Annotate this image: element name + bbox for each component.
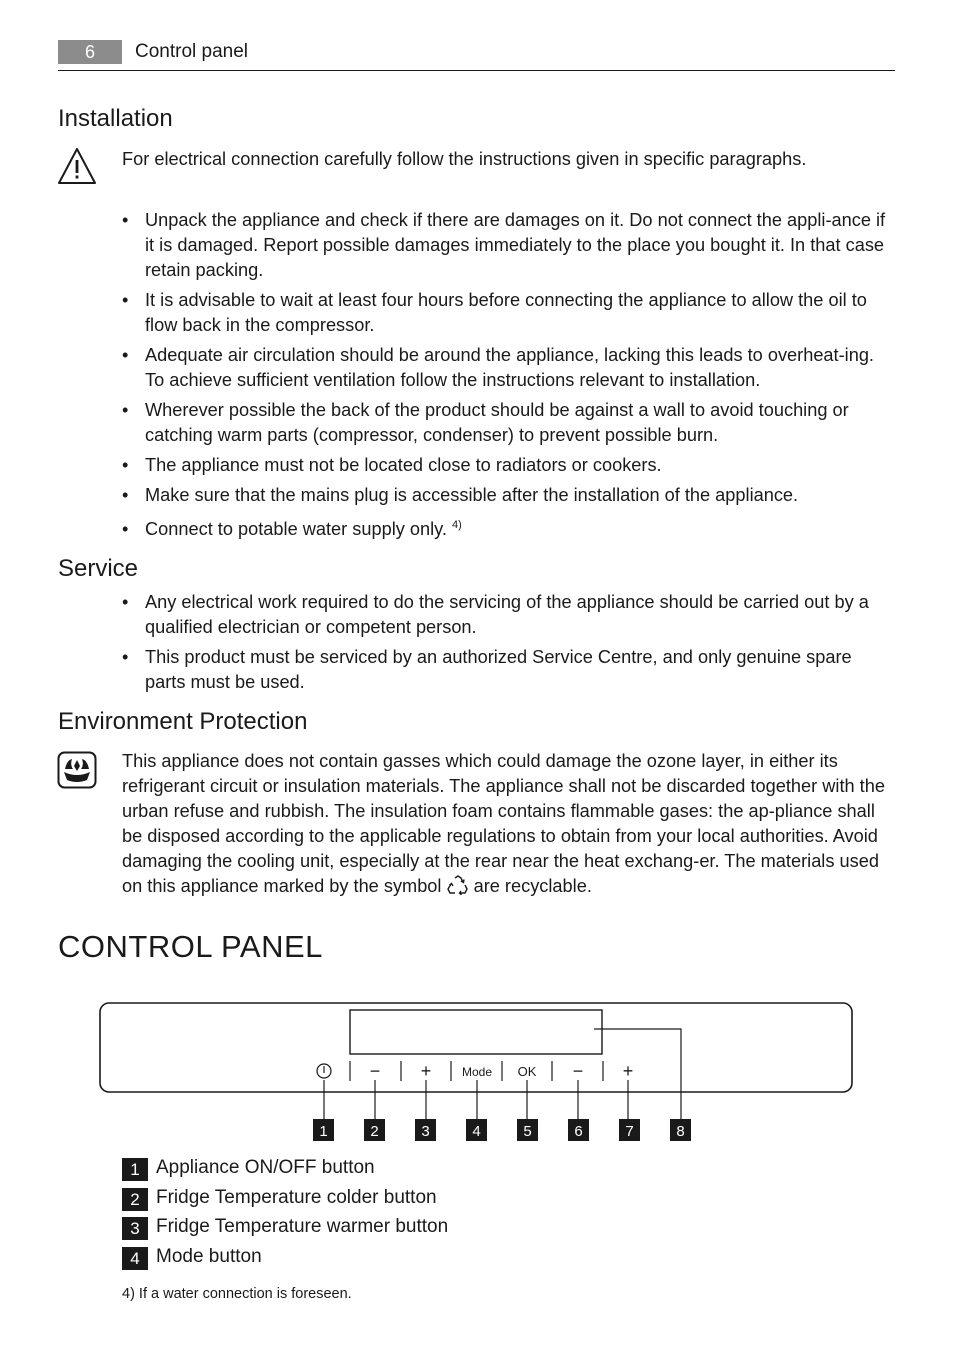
environment-text: This appliance does not contain gasses which could damage the ozone layer, in either its refrigerant circuit or insulation materials. The appliance shall not be discarded together with the urban refuse and rubbish. The insulation foam contains flammable gases: the ap-pliance shall be disposed according to the applicable regulations to obtain from your local authorities. Avoid damaging the cooling unit, especially at the rear near the heat exchang-er. The materials used on this appliance marked by the symbol are recyclable. bbox=[122, 751, 885, 896]
list-item: • Make sure that the mains plug is accessible after the installation of the appliance. bbox=[122, 485, 799, 505]
legend-label: Fridge Temperature warmer button bbox=[156, 1216, 449, 1237]
colder-button[interactable]: − bbox=[369, 1061, 381, 1081]
mode-button[interactable]: Mode bbox=[461, 1065, 493, 1079]
second-minus-button[interactable]: − bbox=[572, 1061, 584, 1081]
svg-text:5: 5 bbox=[523, 1123, 532, 1140]
callout-6 bbox=[568, 1119, 589, 1141]
list-item: • Adequate air circulation should be around the appliance, lacking this leads to overheat-ing. To achieve sufficient ventilation follow the instructions relevant to installation. bbox=[122, 345, 874, 390]
callout-8 bbox=[670, 1119, 691, 1141]
callout-1 bbox=[313, 1119, 334, 1141]
callout-4 bbox=[466, 1119, 487, 1141]
legend-number: 1 bbox=[122, 1158, 148, 1181]
environment-heading: Environment Protection bbox=[58, 708, 308, 735]
legend-number: 4 bbox=[122, 1247, 148, 1270]
control-panel-heading: CONTROL PANEL bbox=[58, 929, 323, 964]
ok-button[interactable]: OK bbox=[517, 1064, 537, 1079]
second-plus-button[interactable]: + bbox=[622, 1061, 634, 1081]
service-heading: Service bbox=[58, 555, 139, 582]
page-number: 6 bbox=[58, 40, 122, 64]
svg-text:4: 4 bbox=[472, 1123, 481, 1140]
callout-leader-lines bbox=[324, 1080, 628, 1119]
display-leader-line bbox=[594, 1029, 681, 1119]
legend-label: Appliance ON/OFF button bbox=[156, 1157, 375, 1178]
display-window bbox=[350, 1010, 602, 1054]
electrical-warning-text: For electrical connection carefully follow the instructions given in specific paragraphs. bbox=[122, 149, 807, 169]
running-title: Control panel bbox=[135, 41, 249, 62]
list-item: • It is advisable to wait at least four hours before connecting the appliance to allow the oil to flow back in the compressor. bbox=[122, 290, 867, 335]
list-item: • The appliance must not be located close to radiators or cookers. bbox=[122, 455, 662, 475]
svg-text:8: 8 bbox=[676, 1123, 685, 1140]
callout-5 bbox=[517, 1119, 538, 1141]
legend-label: Fridge Temperature colder button bbox=[156, 1186, 437, 1208]
environment-icon bbox=[57, 751, 97, 789]
list-item: • This product must be serviced by an authorized Service Centre, and only genuine spare parts must be used. bbox=[122, 647, 852, 692]
warmer-button[interactable]: + bbox=[420, 1061, 432, 1081]
callout-7 bbox=[619, 1119, 640, 1141]
installation-heading: Installation bbox=[58, 105, 173, 132]
footnote: 4) If a water connection is foreseen. bbox=[122, 1286, 352, 1302]
list-item: • Connect to potable water supply only. $^{4)}$ bbox=[122, 518, 462, 539]
header-divider bbox=[58, 70, 895, 71]
svg-text:3: 3 bbox=[421, 1123, 430, 1140]
list-item: • Any electrical work required to do the servicing of the appliance should be carried out by a qualified electrician or competent person. bbox=[122, 592, 869, 637]
list-item: • Wherever possible the back of the product should be against a wall to avoid touching or catching warm parts (compressor, condenser) to prevent possible burn. bbox=[122, 400, 849, 445]
service-bullet-list bbox=[122, 590, 897, 700]
warning-triangle-icon bbox=[57, 146, 97, 186]
footnote-marker[interactable]: 4) bbox=[452, 518, 462, 531]
installation-bullet-list bbox=[122, 208, 897, 547]
svg-text:2: 2 bbox=[370, 1123, 379, 1140]
callout-2 bbox=[364, 1119, 385, 1141]
callout-3 bbox=[415, 1119, 436, 1141]
recycle-icon bbox=[447, 875, 469, 895]
svg-text:1: 1 bbox=[319, 1123, 328, 1140]
legend-number: 2 bbox=[122, 1188, 148, 1211]
svg-text:6: 6 bbox=[574, 1123, 583, 1140]
list-item: • Unpack the appliance and check if there are damages on it. Do not connect the appli-ance if it is damaged. Report possible damages immediately to the place you bought it. In that case retain packing. bbox=[122, 210, 886, 280]
legend-label: Mode button bbox=[156, 1245, 262, 1267]
svg-text:7: 7 bbox=[625, 1123, 634, 1140]
power-button[interactable] bbox=[317, 1064, 331, 1078]
legend-number: 3 bbox=[122, 1217, 148, 1240]
